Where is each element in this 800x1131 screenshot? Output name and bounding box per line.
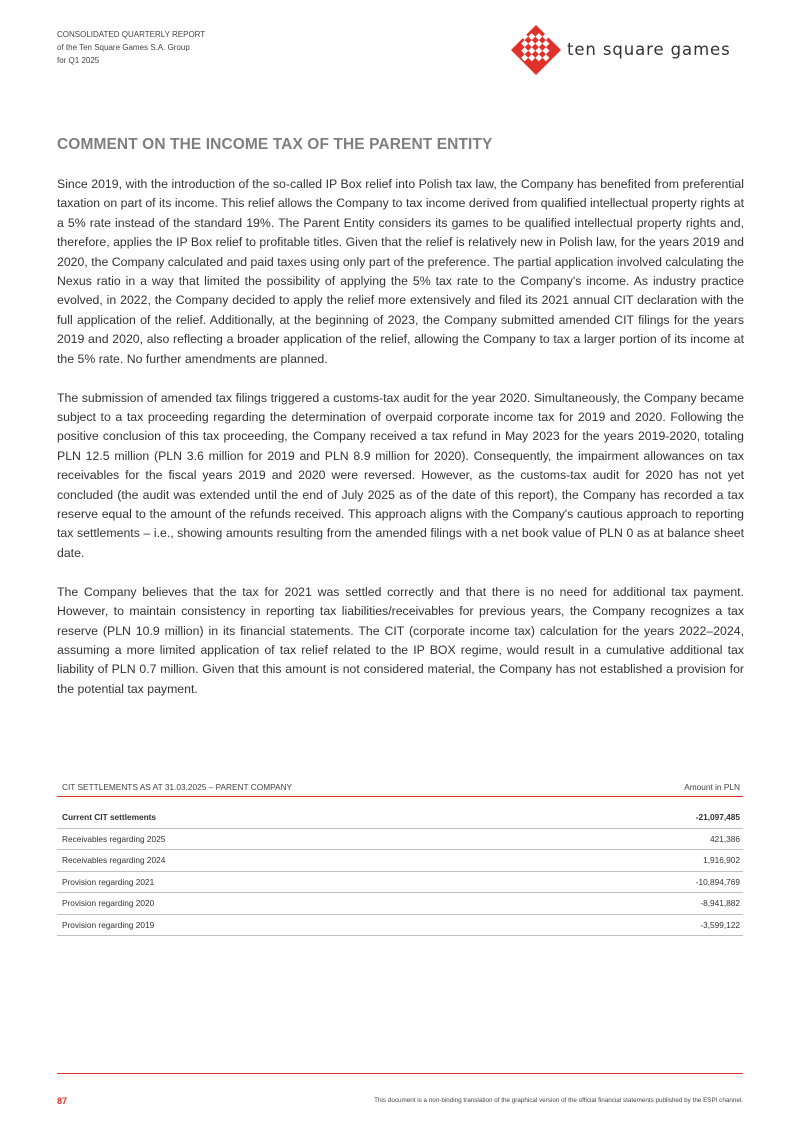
paragraph: Since 2019, with the introduction of the so-called IP Box relief into Polish tax law, the Company has benefited from preferential taxation on part of its income. This relief allows the Company to tax income derived from qualified intellectual property rights at a 5% rate instead of the standard 19%. The Parent Entity considers its games to be qualified intellectual property rights and, therefore, applies the IP Box relief to profitable titles. Given that the relief is relatively new in Polish law, for the years 2019 and 2020, the Company calculated and paid taxes using only part of the preference. The partial application involved calculating the Nexus ratio in a way that limited the possibility of applying the 5% tax rate to the Company's income. As industry practice evolved, in 2022, the Company decided to apply the relief more extensively and filed its 2021 annual CIT declaration with the full application of the relief. Additionally, at the beginning of 2023, the Company submitted amended CIT filings for the years 2019 and 2020, also reflecting a broader application of the relief, allowing the Company to tax a larger portion of its income at the 5% rate. No further amendments are planned. bbox=[57, 177, 744, 366]
row-value: -21,097,485 bbox=[598, 807, 743, 828]
page-title: COMMENT ON THE INCOME TAX OF THE PARENT ENTITY bbox=[57, 136, 493, 153]
footer-divider bbox=[57, 1073, 743, 1074]
logo-diamond-icon bbox=[510, 24, 562, 76]
table-row bbox=[57, 893, 743, 915]
table-row bbox=[57, 871, 743, 893]
row-label: Current CIT settlements bbox=[57, 807, 598, 828]
table-row bbox=[57, 828, 743, 850]
row-value: -10,894,769 bbox=[598, 871, 743, 893]
table-row bbox=[57, 807, 743, 828]
table-header-amount: Amount in PLN bbox=[598, 781, 743, 797]
row-value: -8,941,882 bbox=[598, 893, 743, 915]
report-header bbox=[57, 28, 205, 67]
company-logo bbox=[510, 24, 760, 76]
table-spacer bbox=[57, 797, 743, 808]
logo-text: ten square games bbox=[567, 40, 731, 59]
page-number: 87 bbox=[57, 1096, 68, 1106]
table-row bbox=[57, 850, 743, 872]
row-label: Provision regarding 2019 bbox=[57, 914, 598, 936]
row-value: 421,386 bbox=[598, 828, 743, 850]
cit-settlements-table bbox=[57, 781, 743, 936]
body-text bbox=[57, 175, 744, 719]
report-header-line: for Q1 2025 bbox=[57, 56, 100, 65]
row-label: Provision regarding 2021 bbox=[57, 871, 598, 893]
table-row bbox=[57, 914, 743, 936]
row-label: Receivables regarding 2025 bbox=[57, 828, 598, 850]
table-header-row bbox=[57, 781, 743, 797]
paragraph: The submission of amended tax filings triggered a customs-tax audit for the year 2020. Simultaneously, the Company became subject to a tax proceeding regarding the determination of overpaid corporate income tax for 2019 and 2020. Following the positive conclusion of this tax proceeding, the Company received a tax refund in May 2023 for the years 2019-2020, totaling PLN 12.5 million (PLN 3.6 million for 2019 and PLN 8.9 million for 2020). Consequently, the impairment allowances on tax receivables for the fiscal years 2019 and 2020 were reversed. However, as the customs-tax audit for 2020 has not yet concluded (the audit was extended until the end of July 2025 as of the date of this report), the Company has recorded a tax reserve equal to the amount of the refunds received. This approach aligns with the Company's cautious approach to reporting tax settlements – i.e., showing amounts resulting from the amended filings with a net book value of PLN 0 as at balance sheet date. bbox=[57, 390, 744, 560]
footer-disclaimer: This document is a non-binding translation of the graphical version of the official financial statements published by the ESPI channel. bbox=[374, 1097, 743, 1104]
row-label: Receivables regarding 2024 bbox=[57, 850, 598, 872]
row-value: -3,599,122 bbox=[598, 914, 743, 936]
paragraph: The Company believes that the tax for 2021 was settled correctly and that there is no need for additional tax payment. However, to maintain consistency in reporting tax liabilities/receivables for previous years, the Company recognizes a tax reserve (PLN 10.9 million) in its financial statements. The CIT (corporate income tax) calculation for the years 2022–2024, assuming a more limited application of tax relief related to the IP BOX regime, would result in a cumulative additional tax liability of PLN 0.7 million. Given that this amount is not considered material, the Company has not established a provision for the potential tax payment. bbox=[57, 584, 744, 696]
row-label: Provision regarding 2020 bbox=[57, 893, 598, 915]
report-header-line: of the Ten Square Games S.A. Group bbox=[57, 43, 190, 52]
table-header-label: CIT SETTLEMENTS AS AT 31.03.2025 – PARENT COMPANY bbox=[57, 781, 598, 797]
report-header-line: CONSOLIDATED QUARTERLY REPORT bbox=[57, 30, 206, 39]
row-value: 1,916,902 bbox=[598, 850, 743, 872]
